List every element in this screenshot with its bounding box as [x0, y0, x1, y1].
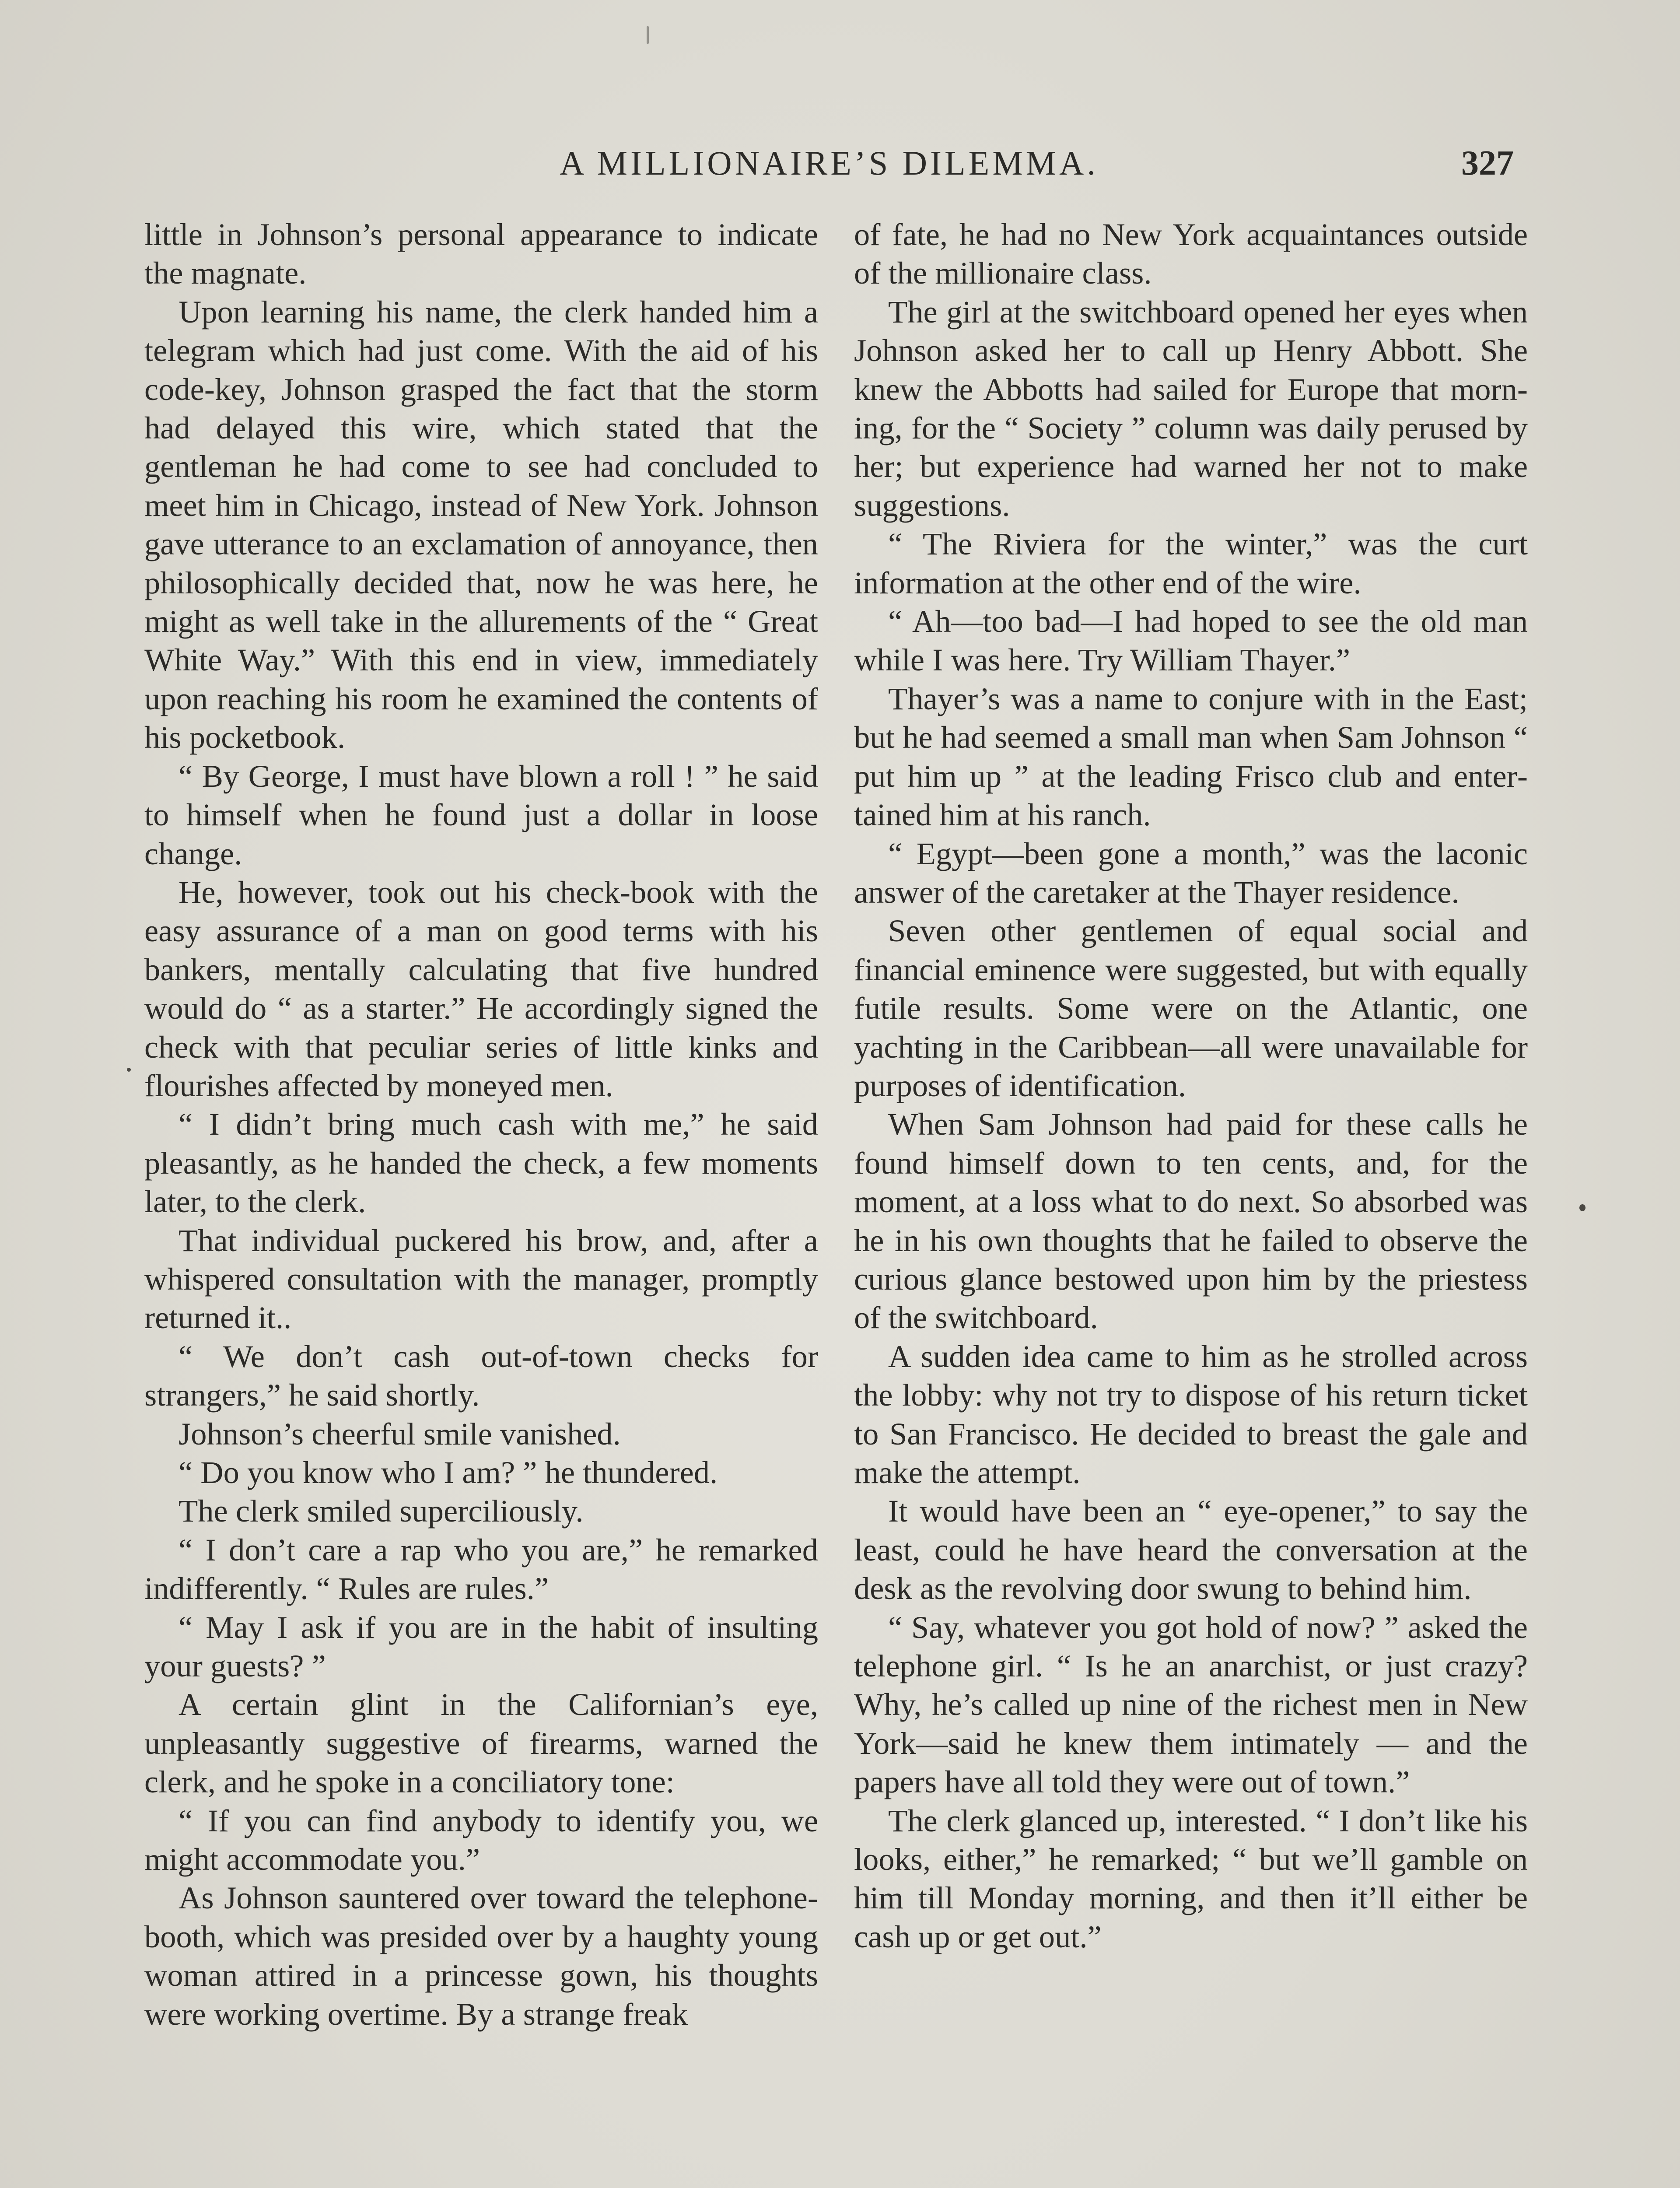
- paragraph: A sudden idea came to him as he strolled across the lobby: why not try to dispose of his return ticket to San Francisco. He decided to breast the gale and make the attempt.: [854, 1338, 1528, 1490]
- paragraph: Seven other gentlemen of equal social and financial eminence were suggested, but with equally futile results. Some were on the Atlantic, one yachting in the Caribbean—all were unavailable for purposes of identification.: [854, 913, 1528, 1103]
- paper-speck: [647, 26, 649, 44]
- paragraph: Johnson’s cheerful smile vanished.: [178, 1416, 621, 1452]
- paper-speck: [1579, 1204, 1586, 1211]
- paragraph: “ Egypt—been gone a month,” was the laconic answer of the caretaker at the Thayer residence.: [854, 835, 1528, 910]
- paragraph: “ The Riviera for the winter,” was the curt information at the other end of the wire.: [854, 526, 1528, 600]
- paragraph: Thayer’s was a name to conjure with in the East; but he had seemed a small man when Sam Johnson “ put him up ” at the leading Frisco club and entertained him at his ranch.: [854, 680, 1528, 833]
- paragraph: of fate, he had no New York acquaintances outside of the millionaire class.: [854, 217, 1528, 291]
- paragraph: As Johnson sauntered over toward the telephone-booth, which was presided over by a haughty young woman attired in a princesse gown, his thoughts were working overtime. By a strange freak: [144, 1880, 818, 2032]
- paragraph: “ I didn’t bring much cash with me,” he said pleasantly, as he handed the check, a few moments later, to the clerk.: [144, 1106, 818, 1220]
- paragraph: “ We don’t cash out-of-town checks for strangers,” he said shortly.: [144, 1338, 818, 1413]
- paragraph: little in Johnson’s personal appearance to indicate the magnate.: [144, 217, 818, 291]
- left-column: [144, 215, 818, 2034]
- paragraph: It would have been an “ eye-opener,” to say the least, could he have heard the conversation at the desk as the revolving door swung to behind him.: [854, 1493, 1528, 1606]
- paragraph: When Sam Johnson had paid for these calls he found himself down to ten cents, and, for the moment, at a loss what to do next. So absorbed was he in his own thoughts that he failed to observe the curious glance bestowed upon him by the priestess of the switchboard.: [854, 1106, 1528, 1336]
- paragraph: “ Ah—too bad—I had hoped to see the old man while I was here. Try William Thayer.”: [854, 603, 1528, 678]
- paragraph: “ By George, I must have blown a roll ! ” he said to himself when he found just a dollar in loose change.: [144, 758, 818, 871]
- paragraph: “ May I ask if you are in the habit of insulting your guests? ”: [144, 1609, 818, 1684]
- running-title: A MILLIONAIRE’S DILEMMA.: [560, 144, 1099, 182]
- running-head: [144, 139, 1514, 187]
- paragraph: That individual puckered his brow, and, after a whispered consultation with the manager, promptly returned it..: [144, 1222, 818, 1336]
- paragraph: A certain glint in the Californian’s eye, unpleasantly suggestive of firearms, warned the clerk, and he spoke in a conciliatory tone:: [144, 1687, 818, 1800]
- paragraph: “ If you can find anybody to identify you, we might accommodate you.”: [144, 1802, 818, 1877]
- paragraph: He, however, took out his check-book with the easy assurance of a man on good terms with his bankers, mentally calculating that five hundred would do “ as a starter.” He accordingly signed the check with that peculiar series of little kinks and flourishes affected by moneyed men.: [144, 874, 818, 1103]
- paper-speck: [127, 1068, 131, 1072]
- paragraph: “ Say, whatever you got hold of now? ” asked the telephone girl. “ Is he an anarchist, or just crazy? Why, he’s called up nine of the richest men in New York—said he knew them intimately — and the papers have all told they were out of town.”: [854, 1609, 1528, 1800]
- paragraph: Upon learning his name, the clerk handed him a telegram which had just come. With the aid of his code-key, Johnson grasped the fact that the storm had delayed this wire, which stated that the gentleman he had come to see had concluded to meet him in Chicago, instead of New York. Johnson gave utterance to an exclamation of annoyance, then philosophically decided that, now he was here, he might as well take in the allurements of the “ Great White Way.” With this end in view, immediately upon reaching his room he examined the contents of his pocketbook.: [144, 294, 818, 755]
- page-number: 327: [1461, 144, 1514, 182]
- paragraph: The clerk smiled superciliously.: [178, 1493, 584, 1529]
- paragraph: “ I don’t care a rap who you are,” he remarked indifferently. “ Rules are rules.”: [144, 1532, 818, 1606]
- paragraph: “ Do you know who I am? ” he thundered.: [178, 1455, 718, 1490]
- right-column: [854, 215, 1528, 1956]
- paragraph: The girl at the switchboard opened her eyes when Johnson asked her to call up Henry Abbott. She knew the Abbotts had sailed for Europe that morning, for the “ Society ” column was daily perused by her; but experience had warned her not to make suggestions.: [854, 294, 1528, 523]
- paragraph: The clerk glanced up, interested. “ I don’t like his looks, either,” he remarked; “ but we’ll gamble on him till Monday morning, and then it’ll either be cash up or get out.”: [854, 1802, 1528, 1954]
